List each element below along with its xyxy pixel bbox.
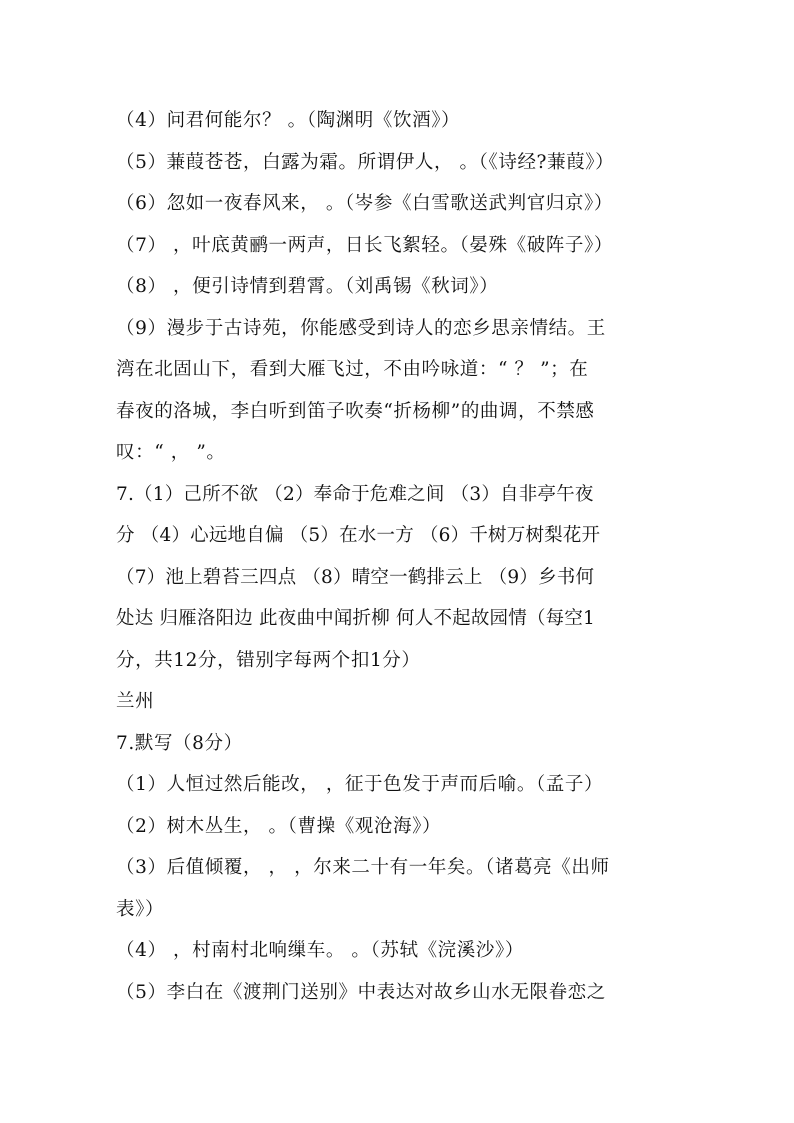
text-line: （5）蒹葭苍苍，白露为霜。所谓伊人， 。（《诗经?蒹葭》） [116, 151, 615, 173]
document-body [116, 100, 686, 1013]
text-line: （8） ，便引诗情到碧霄。（刘禹锡《秋词》） [116, 276, 499, 297]
answer-line: 7.（1）己所不欲 （2）奉命于危难之间 （3）自非亭午夜 [116, 483, 594, 505]
text-line: 春夜的洛城，李白听到笛子吹奏“折杨柳”的曲调，不禁感 [116, 400, 595, 422]
text-line: 表》） [116, 898, 165, 920]
answer-line: 处达 归雁洛阳边 此夜曲中闻折柳 何人不起故园情（每空1 [116, 608, 596, 629]
text-line: 湾在北固山下，看到大雁飞过，不由吟咏道：“ ？ ”；在 [116, 359, 589, 380]
text-line: （6）忽如一夜春风来， 。（岑参《白雪歌送武判官归京》） [116, 193, 613, 214]
answer-line: 分，共12分，错别字每两个扣1分） [116, 649, 421, 671]
text-line: （9）漫步于古诗苑，你能感受到诗人的恋乡思亲情结。王 [116, 317, 606, 339]
text-line: （2）树木丛生， 。（曹操《观沧海》） [116, 815, 442, 837]
text-line: （4）问君何能尔？ 。（陶渊明《饮酒》） [116, 110, 461, 131]
answer-line: （7）池上碧苔三四点 （8）晴空一鹤排云上 （9）乡书何 [116, 566, 595, 588]
text-line: （7） ，叶底黄鹂一两声，日长飞絮轻。（晏殊《破阵子》） [116, 234, 613, 256]
region-heading: 兰州 [116, 691, 155, 712]
text-line: （3）后值倾覆， ， ，尔来二十有一年矣。（诸葛亮《出师 [116, 857, 610, 878]
text-line: 叹：“ ， ”。 [116, 442, 226, 463]
text-line: （1）人恒过然后能改， ，征于色发于声而后喻。（孟子） [116, 774, 604, 795]
answer-line: 分 （4）心远地自偏 （5）在水一方 （6）千树万树梨花开 [116, 525, 601, 546]
text-line: （4） ，村南村北响缫车。 。（苏轼《浣溪沙》） [116, 940, 524, 961]
section-heading: 7.默写（8分） [116, 732, 243, 754]
text-line: （5）李白在《渡荆门送别》中表达对故乡山水无限眷恋之 [116, 981, 606, 1003]
